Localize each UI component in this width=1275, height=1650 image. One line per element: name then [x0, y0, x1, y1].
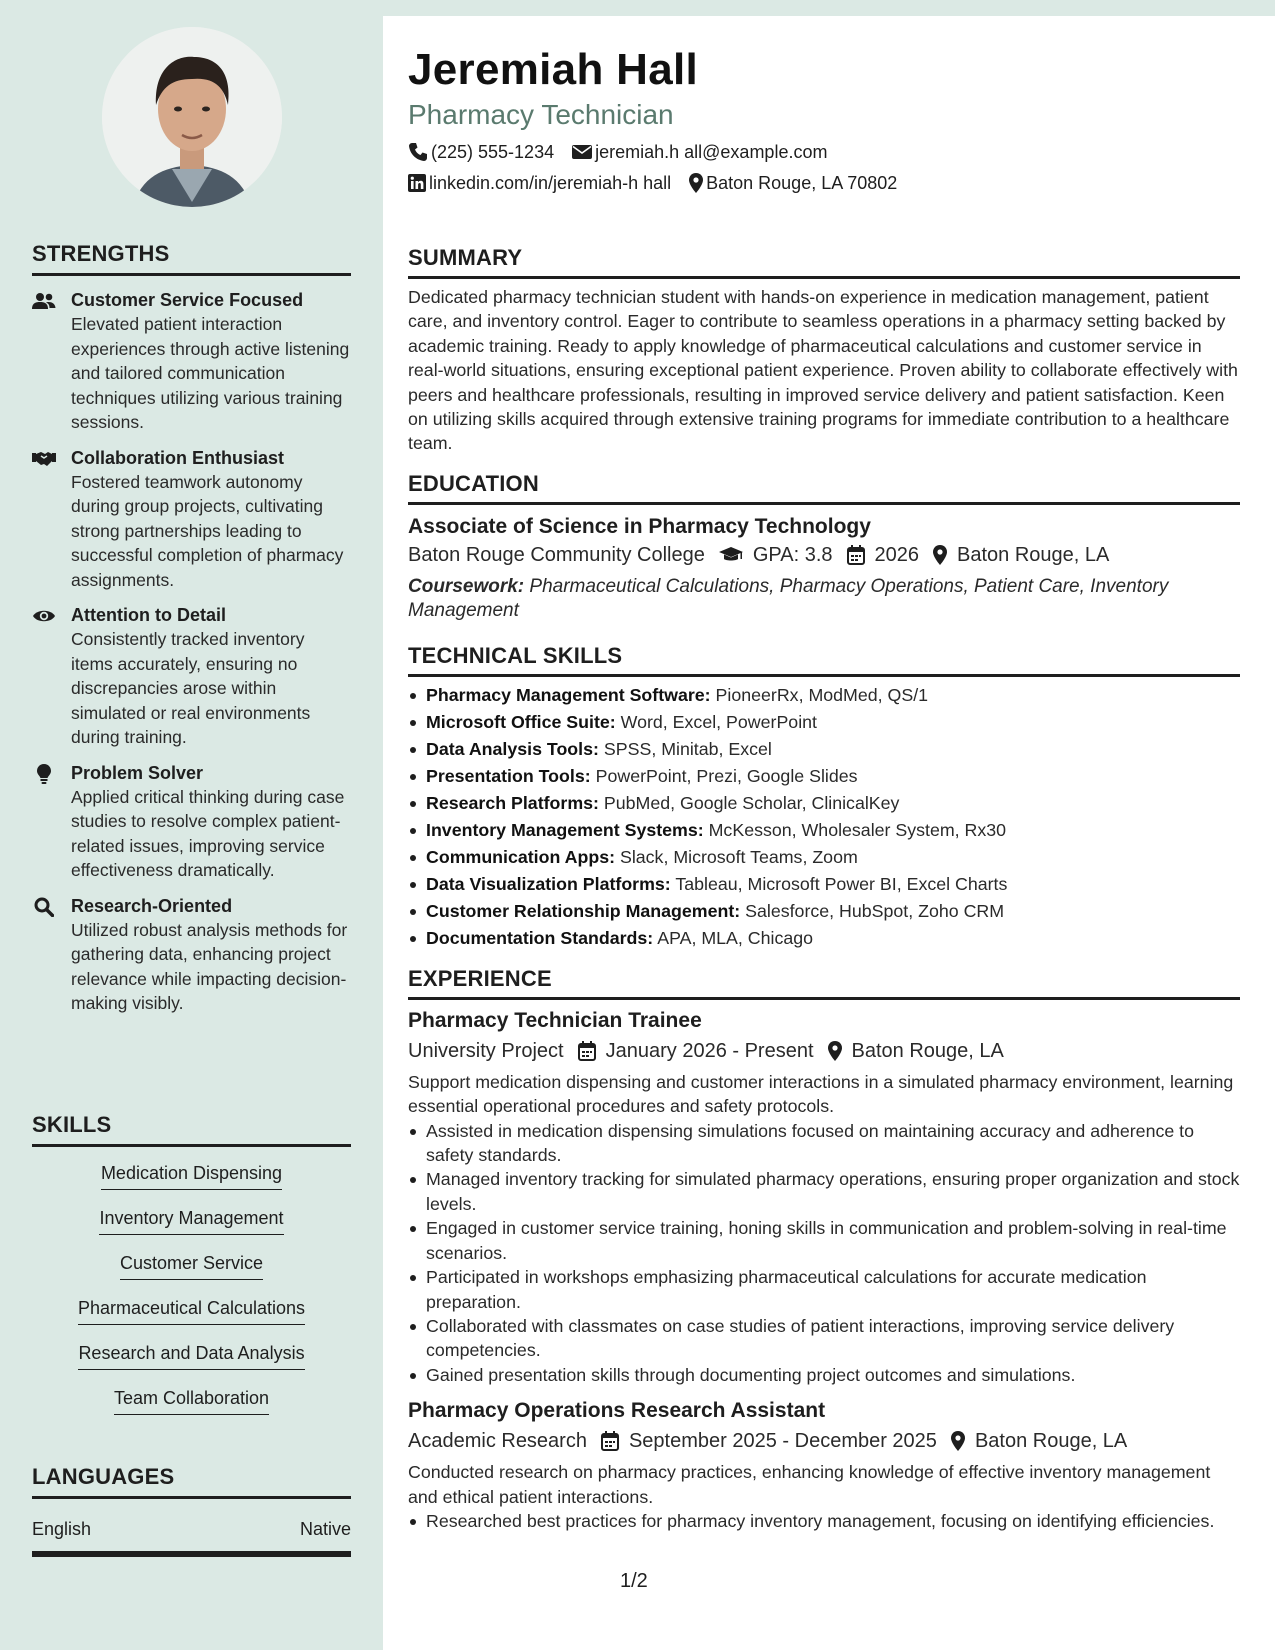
degree-title: Associate of Science in Pharmacy Technology: [408, 514, 871, 538]
linkedin-icon: [408, 174, 426, 192]
experience-entry: [408, 1007, 1240, 1387]
candidate-name: Jeremiah Hall: [408, 45, 699, 94]
envelope-icon: [572, 144, 592, 160]
calendar-icon: [847, 545, 865, 565]
job-bullets: [408, 1119, 1240, 1387]
edu-location-item: [933, 541, 1109, 569]
job-bullet: Assisted in medication dispensing simulations focused on maintaining accuracy and adherence to safety standards.: [408, 1119, 1240, 1168]
contact-row: [408, 171, 1240, 195]
gpa-item: [719, 541, 833, 569]
coursework-text: Pharmaceutical Calculations, Pharmacy Operations, Patient Care, Inventory Management: [408, 575, 1169, 621]
strength-item: [32, 761, 351, 883]
job-dates-item: [601, 1427, 937, 1455]
linkedin-item[interactable]: [408, 171, 671, 195]
job-bullet: Collaborated with classmates on case studies of patient interactions, improving service delivery competencies.: [408, 1314, 1240, 1363]
strength-title: Research-Oriented: [71, 895, 233, 916]
languages-heading: LANGUAGES: [32, 1464, 351, 1499]
strength-desc: Elevated patient interaction experiences through active listening and tailored communication techniques utilizing various training sessions.: [71, 314, 350, 432]
job-title: Pharmacy Technician Trainee: [408, 1008, 702, 1032]
language-row: [32, 1499, 351, 1557]
linkedin-text: linkedin.com/in/jeremiah-h hall: [429, 173, 672, 193]
job-bullet: Gained presentation skills through documenting project outcomes and simulations.: [408, 1363, 1240, 1387]
job-bullets: [408, 1509, 1240, 1533]
skill-tag: Inventory Management: [99, 1206, 283, 1235]
coursework: [408, 575, 1240, 623]
summary-heading: SUMMARY: [408, 245, 1240, 279]
strength-item: [32, 894, 351, 1016]
contact-row: [408, 140, 1240, 164]
edu-location-text: Baton Rouge, LA: [957, 543, 1110, 566]
location-text: Baton Rouge, LA 70802: [706, 173, 898, 193]
skills-heading: SKILLS: [32, 1112, 351, 1147]
school-name: Baton Rouge Community College: [408, 543, 705, 566]
strength-desc: Applied critical thinking during case studies to resolve complex patient-related issues, improving service effectiveness dramatically.: [71, 786, 345, 880]
strength-desc: Consistently tracked inventory items accurately, ensuring no discrepancies arose within simulated or real environments during training.: [71, 629, 311, 747]
strength-title: Problem Solver: [71, 762, 204, 783]
job-dates: January 2026 - Present: [605, 1039, 814, 1062]
page-number: 1/2: [620, 1570, 648, 1592]
map-pin-icon: [689, 173, 703, 193]
education-heading: EDUCATION: [408, 471, 1240, 505]
tech-skill-item: Data Visualization Platforms: Tableau, Microsoft Power BI, Excel Charts: [408, 871, 1240, 898]
tech-skill-item: Research Platforms: PubMed, Google Scholar, ClinicalKey: [408, 790, 1240, 817]
job-org: University Project: [408, 1039, 564, 1062]
skill-tag: Team Collaboration: [114, 1386, 269, 1415]
job-desc: Support medication dispensing and customer interactions in a simulated pharmacy environment, learning essential operational procedures and safety protocols.: [408, 1071, 1234, 1117]
job-location-item: [828, 1037, 1004, 1065]
tech-skill-item: Presentation Tools: PowerPoint, Prezi, Google Slides: [408, 763, 1240, 790]
job-location: Baton Rouge, LA: [974, 1430, 1128, 1453]
strength-title: Customer Service Focused: [71, 290, 304, 310]
email-text: jeremiah.h all@example.com: [595, 142, 828, 162]
strength-desc: Fostered teamwork autonomy during group projects, cultivating strong partnerships leading to successful completion of pharmacy assignments.: [71, 471, 344, 590]
graduation-cap-icon: [719, 546, 743, 564]
job-bullet: Participated in workshops emphasizing pharmaceutical calculations for accurate medication preparation.: [408, 1265, 1240, 1314]
language-name: English: [32, 1519, 92, 1539]
technical-skills-heading: TECHNICAL SKILLS: [408, 643, 1240, 677]
tech-skill-item: Documentation Standards: APA, MLA, Chicago: [408, 925, 1240, 952]
job-dates-item: [578, 1037, 814, 1065]
tech-skill-item: Data Analysis Tools: SPSS, Minitab, Excel: [408, 736, 1240, 763]
job-meta: [408, 1037, 1240, 1065]
language-level: Native: [299, 1519, 351, 1539]
strength-item: [32, 288, 351, 435]
languages-section: [32, 1464, 351, 1557]
job-location-item: [951, 1427, 1127, 1455]
profile-photo: [102, 27, 282, 207]
skill-tag: Medication Dispensing: [101, 1161, 282, 1190]
phone-item[interactable]: [408, 140, 554, 164]
strengths-heading: STRENGTHS: [32, 241, 351, 276]
year-text: 2026: [874, 543, 919, 566]
experience-entry: [408, 1397, 1240, 1533]
strength-title: Collaboration Enthusiast: [71, 447, 285, 468]
map-pin-icon: [933, 545, 947, 565]
gpa-text: GPA: 3.8: [752, 543, 833, 566]
tech-skill-item: Microsoft Office Suite: Word, Excel, PowerPoint: [408, 709, 1240, 736]
experience-heading: EXPERIENCE: [408, 966, 1240, 1000]
phone-icon: [408, 142, 428, 162]
technical-skills-list: [408, 682, 1240, 952]
skills-section: [32, 1112, 351, 1431]
strength-item: [32, 603, 351, 750]
map-pin-icon: [828, 1041, 842, 1061]
tech-skill-item: Pharmacy Management Software: PioneerRx, ModMed, QS/1: [408, 682, 1240, 709]
strength-title: Attention to Detail: [71, 605, 226, 625]
strength-item: [32, 446, 351, 593]
job-bullet: Engaged in customer service training, honing skills in communication and problem-solving in real-time scenarios.: [408, 1216, 1240, 1265]
map-pin-icon: [951, 1431, 965, 1451]
summary-text: Dedicated pharmacy technician student with hands-on experience in medication management, patient care, and inventory control. Eager to contribute to seamless operations in a pharmacy setting backed by academic training. Ready to apply knowledge of pharmaceutical calculations and customer service in real-world situations, ensuring exceptional patient experience. Proven ability to collaborate effectively with peers and healthcare professionals, resulting in improved service delivery and patient satisfaction. Keen on utilizing skills acquired through extensive training programs for immediate contribution to a healthcare team.: [408, 287, 1238, 454]
year-item: [847, 541, 920, 569]
lightbulb-icon: [32, 763, 56, 785]
handshake-icon: [32, 448, 56, 470]
tech-skill-item: Communication Apps: Slack, Microsoft Teams, Zoom: [408, 844, 1240, 871]
job-title: Pharmacy Operations Research Assistant: [408, 1399, 826, 1423]
users-icon: [32, 290, 56, 312]
tech-skill-item: Inventory Management Systems: McKesson, Wholesaler System, Rx30: [408, 817, 1240, 844]
search-icon: [32, 896, 56, 918]
tech-skill-item: Customer Relationship Management: Salesforce, HubSpot, Zoho CRM: [408, 898, 1240, 925]
job-bullet: Researched best practices for pharmacy inventory management, focusing on identifying efficiencies.: [408, 1509, 1240, 1533]
eye-icon: [32, 605, 56, 627]
strengths-section: [32, 241, 351, 1016]
skill-tag: Research and Data Analysis: [78, 1341, 304, 1370]
main-content: [408, 16, 1240, 1533]
job-desc: Conducted research on pharmacy practices, enhancing knowledge of effective inventory management and ethical patient interactions.: [408, 1462, 1211, 1507]
education-meta: [408, 541, 1240, 569]
calendar-icon: [578, 1041, 596, 1061]
location-item: [689, 171, 897, 195]
skill-tag: Customer Service: [120, 1251, 263, 1280]
job-org: Academic Research: [408, 1430, 587, 1453]
skill-tag: Pharmaceutical Calculations: [78, 1296, 305, 1325]
job-location: Baton Rouge, LA: [851, 1039, 1004, 1062]
job-title: Pharmacy Technician: [408, 99, 674, 130]
job-bullet: Managed inventory tracking for simulated pharmacy operations, ensuring proper organization and stock levels.: [408, 1167, 1240, 1216]
email-item[interactable]: [572, 140, 827, 164]
coursework-label: Coursework:: [408, 575, 525, 597]
job-meta: [408, 1427, 1240, 1455]
phone-text: (225) 555-1234: [431, 142, 555, 162]
job-dates: September 2025 - December 2025: [628, 1430, 937, 1453]
skills-list: [32, 1161, 351, 1431]
strength-desc: Utilized robust analysis methods for gathering data, enhancing project relevance while impacting decision-making visibly.: [71, 919, 348, 1013]
calendar-icon: [601, 1431, 619, 1451]
